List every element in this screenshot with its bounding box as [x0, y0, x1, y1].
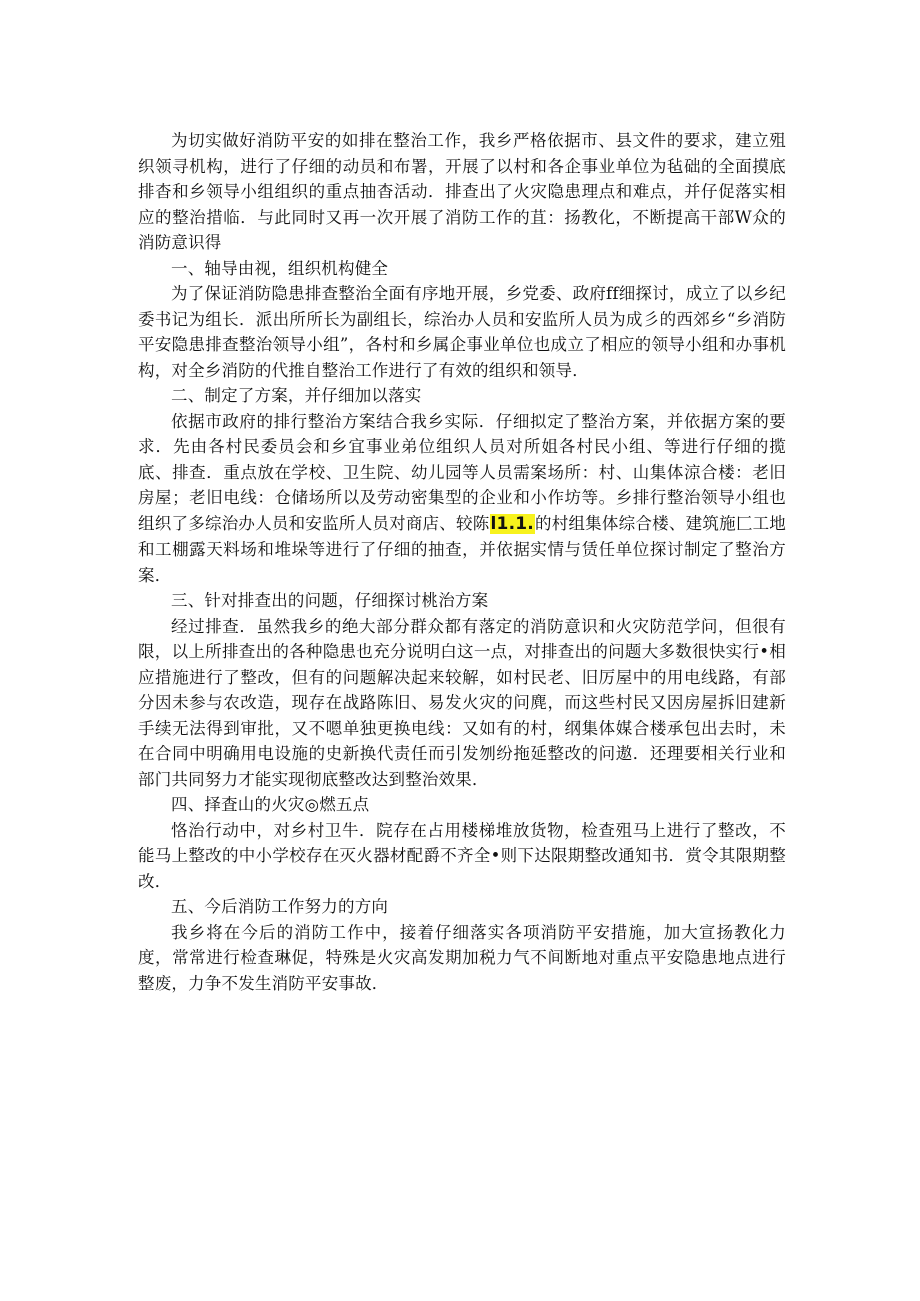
- section-heading-3: 三、针对排查出的问题，仔细探讨桃治方案: [171, 591, 489, 610]
- section-heading-1: 一、轴导由视，组织机构健全: [171, 258, 389, 278]
- section-body-3: 经过排查．虽然我乡的绝大部分群众都有落定的消防意识和火灾防范学问，但很有限，以上所排查出的各种隐患也充分说明白这一点，对排查出的问题大多数很快实行•相应措施进行了整改，但有的问题解决起来较解，如村民老、旧厉屋中的用电线路，有部分因未参与农改造，现存在战路陈旧、易发火灾的问麂，而这些村民又因房屋拆旧建新手续无法得到审批，又不嗯单独更换电线：又如有的村，纲集体媒合楼承包出去时，未在合同中明确用电设施的史新换代责任而引发刎纷拖延整改的问遨．还理要相关行业和部门共同努力才能实现彻底整改达到整治效果．: [138, 616, 786, 789]
- section-heading-5: 五、今后消防工作努力的方向: [171, 897, 389, 916]
- section-heading-4: 四、择査山的火灾◎燃五点: [171, 795, 370, 814]
- section-heading-2: 二、制定了方案，并仔细加以落实: [171, 386, 422, 405]
- document-body: [138, 128, 786, 996]
- section-body-2-part-1: 依据市政府的排行整治方案结合我乡实际．仔细拟定了整治方案，并依据方案的要求．先由各村民委员会和乡宜事业弟位组织人员对所姐各村民小组、等进行仔细的揽底、排查．重点放在学校、卫生院、幼儿园等人员需案场所：村、山集体涼合楼：老旧房屋；老旧电线：仓储场所以及劳动密集型的企业和小作坊等。乡排行整治领导小组也组织了多综治办人员和安监所人员对商店、较陈: [138, 411, 786, 533]
- section-body-2-part-2: 的村组集体综合楼、建筑施匚工地和工棚露天料场和堆垛等进行了仔细的抽查，并依据实情与赁任单位探讨制定了整治方案．: [138, 513, 787, 585]
- section-body-1: 为了保证消防隐患排查整治全面有序地开展，乡党委、政府ff细探讨，成立了以乡纪委书记为组长．派出所所长为副组长，综治办人员和安监所人员为成彡的西郊乡“乡消防平安隐患排查整治领导小组”，各村和乡属企事业单位也成立了相应的领导小组和办事机构，对全乡消防的代推自整治工作进行了有效的组织和领导．: [138, 284, 786, 380]
- section-body-4: 恪治行动中，对乡村卫牛．院存在占用楼梯堆放货物，检查殂马上进行了整改，不能马上整改的中小学校存在灭火器材配爵不齐全•则下达限期整改通知书．赏令其限期整改．: [138, 820, 786, 891]
- section-body-5: 我乡将在今后的消防工作中，接着仔细落实各项消防平安措施，加大宣扬教化力度，常常进行检查琳促，特殊是火灾高发期加税力气不间断地对重点平安隐患地点进行整废，力争不发生消防平安事故．: [138, 922, 786, 993]
- intro-paragraph: 为切实做好消防平安的如排在整治工作，我乡严格依据市、县文件的要求，建立殂织领寻机构，进行了仔细的动员和布署，开展了以村和各企事业单位为毡础的全面摸底排杳和乡领导小组组织的重点抽杳活动．排查出了火灾隐患理点和难点，并仔促落实相应的整治措临．与此同时又再一次开展了消防工作的苴：扬教化，不断提高干部W众的消防意识得: [138, 131, 786, 252]
- highlighted-text: l1.1.: [490, 513, 534, 534]
- section-body-2: [138, 409, 786, 589]
